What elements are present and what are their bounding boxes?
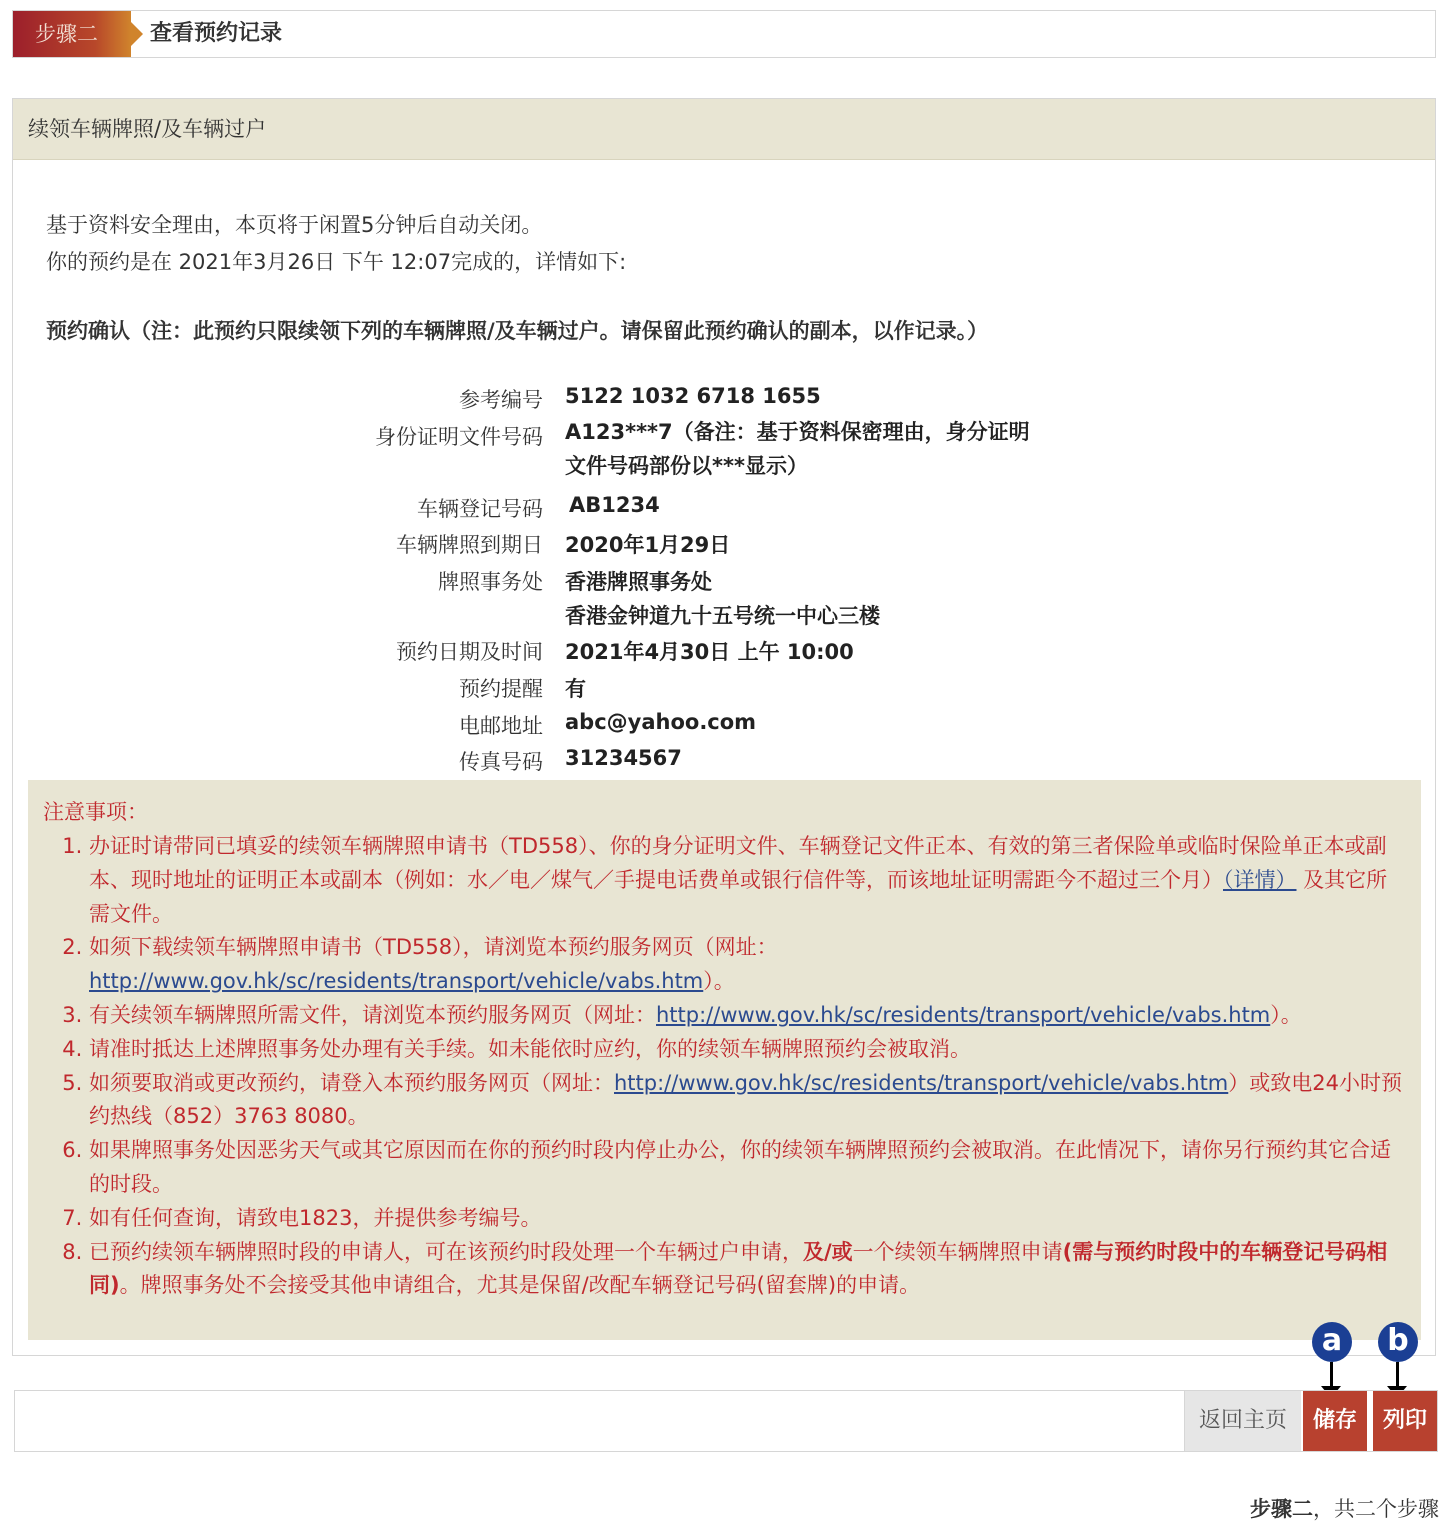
print-button[interactable]: 列印 xyxy=(1373,1391,1437,1451)
detail-value: 31234567 xyxy=(565,746,682,770)
detail-label: 车辆登记号码 xyxy=(417,497,543,521)
detail-value: A123***7（备注：基于资料保密理由，身分证明文件号码部份以***显示） xyxy=(565,420,1030,478)
step-header xyxy=(12,10,1436,58)
detail-value: 5122 1032 6718 1655 xyxy=(565,384,821,408)
arrow-a-icon xyxy=(1330,1362,1333,1386)
details-link[interactable]: （详情） xyxy=(1223,867,1297,892)
detail-label: 车辆牌照到期日 xyxy=(396,533,543,557)
note-text: ）或致电24小时预约热线（852）3763 8080。 xyxy=(89,1070,1402,1129)
note-text: 一个续领车辆牌照申请 xyxy=(852,1239,1063,1264)
detail-value: abc@yahoo.com xyxy=(565,710,757,734)
service-page-link[interactable]: http://www.gov.hk/sc/residents/transport/vehicle/vabs.htm xyxy=(656,1002,1271,1027)
detail-label: 传真号码 xyxy=(459,750,543,774)
step-counter-total: ，共二个步骤 xyxy=(1313,1497,1439,1521)
detail-label: 预约日期及时间 xyxy=(396,640,543,664)
detail-value: 2021年4月30日 上午 10:00 xyxy=(565,640,854,664)
note-text: 如须要取消或更改预约，请登入本预约服务网页（网址： xyxy=(89,1070,614,1095)
service-page-link[interactable]: http://www.gov.hk/sc/residents/transport/vehicle/vabs.htm xyxy=(614,1070,1229,1095)
detail-label: 预约提醒 xyxy=(459,677,543,701)
note-emphasis: 及/或 xyxy=(803,1239,853,1264)
record-panel xyxy=(12,98,1436,1356)
detail-label: 电邮地址 xyxy=(459,714,543,738)
step-badge: 步骤二 xyxy=(13,11,131,57)
marker-b-icon: b xyxy=(1378,1322,1418,1362)
notes-title: 注意事项： xyxy=(43,800,148,824)
note-item xyxy=(89,1236,1407,1304)
detail-value: 2020年1月29日 xyxy=(565,533,731,557)
marker-a-icon: a xyxy=(1312,1322,1352,1362)
step-counter-current: 步骤二 xyxy=(1250,1497,1313,1521)
confirmation-title: 预约确认（注：此预约只限续领下列的车辆牌照/及车辆过户。请保留此预约确认的副本，以作记录。） xyxy=(46,319,989,343)
note-item xyxy=(89,931,1407,999)
step-counter xyxy=(1250,1493,1439,1523)
notes-box xyxy=(28,780,1421,1340)
detail-label: 身份证明文件号码 xyxy=(375,425,543,449)
save-button[interactable]: 储存 xyxy=(1303,1391,1367,1451)
intro-text xyxy=(46,207,626,281)
note-item: 7. 如有任何查询，请致电1823，并提供参考编号。 xyxy=(89,1202,1407,1236)
note-item: 6. 如果牌照事务处因恶劣天气或其它原因而在你的预约时段内停止办公，你的续领车辆牌照预约会被取消。在此情况下，请你另行预约其它合适的时段。 xyxy=(89,1134,1407,1202)
note-text: 有关续领车辆牌照所需文件，请浏览本预约服务网页（网址： xyxy=(89,1002,656,1027)
home-button[interactable]: 返回主页 xyxy=(1184,1391,1301,1451)
detail-label: 参考编号 xyxy=(459,388,543,412)
detail-value: 香港牌照事务处 xyxy=(565,570,712,594)
action-bar xyxy=(14,1390,1438,1452)
note-item: 4. 请准时抵达上述牌照事务处办理有关手续。如未能依时应约，你的续领车辆牌照预约会被取消。 xyxy=(89,1033,1407,1067)
note-text: ）。 xyxy=(1270,1002,1302,1027)
note-item xyxy=(89,830,1407,931)
note-text: ）。 xyxy=(703,969,735,994)
detail-value-address: 香港金钟道九十五号统一中心三楼 xyxy=(565,604,880,628)
session-notice: 基于资料安全理由，本页将于闲置5分钟后自动关闭。 xyxy=(46,213,543,237)
detail-value: 有 xyxy=(565,677,586,701)
note-text: 已预约续领车辆牌照时段的申请人，可在该预约时段处理一个车辆过户申请， xyxy=(89,1239,803,1264)
panel-heading: 续领车辆牌照/及车辆过户 xyxy=(13,99,1435,160)
note-text: 。牌照事务处不会接受其他申请组合，尤其是保留/改配车辆登记号码(留套牌)的申请。 xyxy=(119,1273,921,1298)
note-item xyxy=(89,1067,1407,1135)
service-page-link[interactable]: http://www.gov.hk/sc/residents/transport/vehicle/vabs.htm xyxy=(89,969,704,994)
note-text: 办证时请带同已填妥的续领车辆牌照申请书（TD558）、你的身分证明文件、车辆登记文件正本、有效的第三者保险单或临时保险单正本或副本、现时地址的证明正本或副本（例如：水／电／煤气／手提电话费单或银行信件等，而该地址证明需距今不超过三个月） xyxy=(89,834,1387,892)
note-text: 及其它所需文件。 xyxy=(89,867,1388,926)
arrow-b-icon xyxy=(1396,1362,1399,1386)
note-item xyxy=(89,999,1407,1033)
note-text: 如须下载续领车辆牌照申请书（TD558），请浏览本预约服务网页（网址： xyxy=(89,935,778,960)
detail-value: AB1234 xyxy=(569,493,660,517)
notes-list xyxy=(43,830,1407,1303)
note-emphasis: (需与预约时段中的车辆登记号码相同) xyxy=(89,1239,1388,1298)
detail-label: 牌照事务处 xyxy=(438,570,543,594)
page-title: 查看预约记录 xyxy=(150,21,283,46)
completion-notice: 你的预约是在 2021年3月26日 下午 12:07完成的，详情如下: xyxy=(46,250,627,274)
